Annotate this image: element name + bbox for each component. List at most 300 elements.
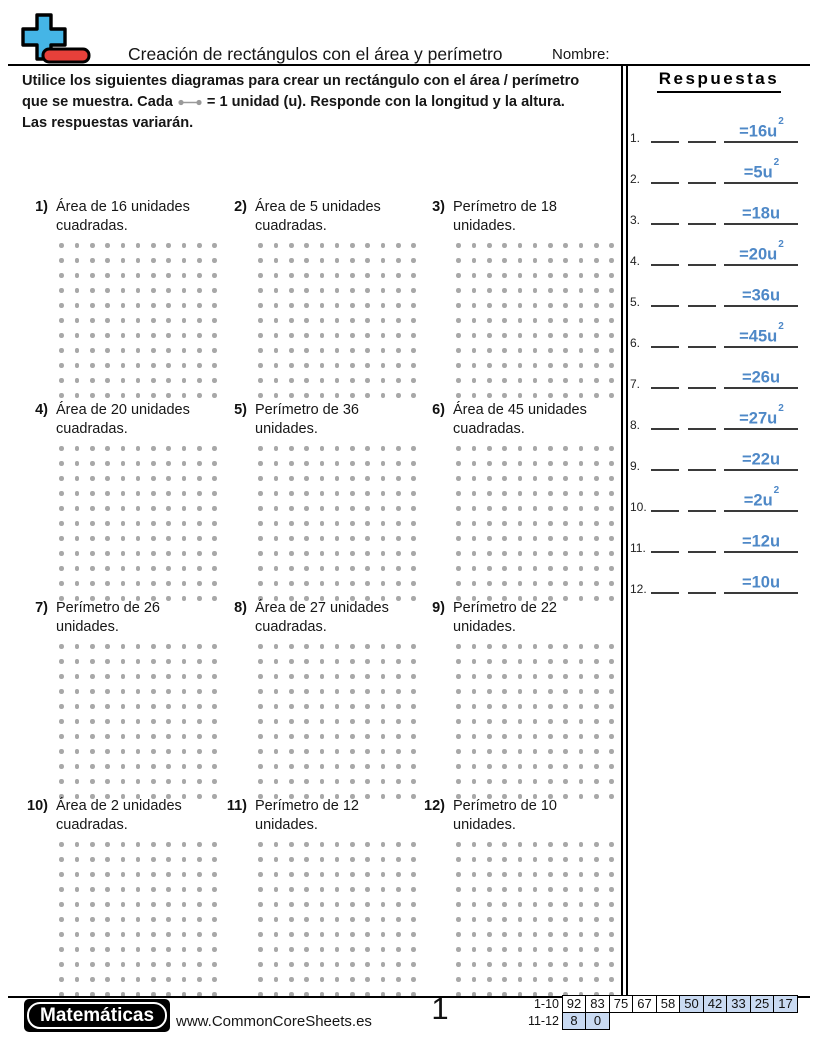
grid-dot — [146, 343, 161, 358]
grid-dot — [451, 456, 466, 471]
answer-length-blank[interactable] — [651, 215, 679, 225]
grid-dot — [604, 852, 619, 867]
grid-dot — [253, 313, 268, 328]
grid-dot — [451, 669, 466, 684]
grid-dot — [604, 313, 619, 328]
grid-dot — [176, 328, 191, 343]
grid-dot — [69, 867, 84, 882]
grid-dot — [329, 852, 344, 867]
dot-grid[interactable] — [451, 441, 620, 606]
grid-dot — [161, 486, 176, 501]
grid-dot — [207, 684, 222, 699]
answers-divider — [621, 65, 628, 996]
answer-length-blank[interactable] — [651, 543, 679, 553]
grid-dot — [451, 358, 466, 373]
grid-dot — [268, 759, 283, 774]
dot-grid[interactable] — [54, 639, 223, 804]
problem-number: 1) — [35, 199, 48, 215]
grid-dot — [589, 283, 604, 298]
grid-dot — [604, 471, 619, 486]
grid-dot — [466, 729, 481, 744]
answer-height-blank[interactable] — [688, 420, 716, 430]
grid-dot — [375, 486, 390, 501]
grid-dot — [253, 456, 268, 471]
dot-grid[interactable] — [253, 639, 422, 804]
grid-dot — [207, 486, 222, 501]
grid-dot — [85, 882, 100, 897]
grid-dot — [589, 897, 604, 912]
grid-dot — [207, 328, 222, 343]
grid-dot — [314, 313, 329, 328]
grid-dot — [497, 456, 512, 471]
grid-dot — [573, 456, 588, 471]
grid-dot — [558, 654, 573, 669]
instructions-line2-post: = 1 unidad (u). Responde con la longitud y la altura. — [206, 94, 565, 110]
grid-dot — [391, 744, 406, 759]
brand-logo-icon — [14, 13, 94, 64]
grid-dot — [466, 576, 481, 591]
answer-length-blank[interactable] — [651, 338, 679, 348]
grid-dot — [161, 669, 176, 684]
grid-dot — [604, 837, 619, 852]
problem-head — [221, 198, 419, 236]
grid-dot — [54, 684, 69, 699]
grid-dot — [176, 471, 191, 486]
grid-dot — [573, 373, 588, 388]
grid-dot — [558, 516, 573, 531]
grid-dot — [207, 441, 222, 456]
grid-dot — [207, 531, 222, 546]
grid-dot — [130, 343, 145, 358]
dot-grid[interactable] — [54, 837, 223, 1002]
answer-height-blank[interactable] — [688, 297, 716, 307]
answer-value-line — [724, 402, 798, 430]
grid-dot — [85, 373, 100, 388]
answer-height-blank[interactable] — [688, 215, 716, 225]
answer-height-blank[interactable] — [688, 543, 716, 553]
grid-dot — [391, 774, 406, 789]
grid-dot — [375, 441, 390, 456]
grid-dot — [69, 298, 84, 313]
grid-dot — [161, 576, 176, 591]
grid-dot — [375, 456, 390, 471]
grid-dot — [176, 744, 191, 759]
grid-dot — [543, 328, 558, 343]
grid-dot — [69, 501, 84, 516]
grid-dot — [604, 972, 619, 987]
grid-dot — [345, 358, 360, 373]
grid-dot — [207, 373, 222, 388]
problem-text: Perímetro de 18 unidades. — [453, 199, 557, 234]
grid-dot — [207, 837, 222, 852]
grid-dot — [482, 639, 497, 654]
grid-dot — [512, 882, 527, 897]
grid-dot — [69, 441, 84, 456]
answer-superscript: 2 — [773, 156, 780, 168]
grid-dot — [451, 639, 466, 654]
dot-grid[interactable] — [253, 238, 422, 403]
dot-grid[interactable] — [54, 238, 223, 403]
grid-dot — [192, 358, 207, 373]
grid-dot — [130, 759, 145, 774]
dot-grid[interactable] — [451, 238, 620, 403]
grid-dot — [268, 837, 283, 852]
grid-dot — [451, 852, 466, 867]
grid-dot — [573, 253, 588, 268]
grid-dot — [85, 313, 100, 328]
grid-dot — [54, 441, 69, 456]
answer-length-blank[interactable] — [651, 297, 679, 307]
grid-dot — [130, 639, 145, 654]
grid-dot — [512, 358, 527, 373]
grid-dot — [345, 471, 360, 486]
dot-grid[interactable] — [253, 837, 422, 1002]
grid-dot — [345, 576, 360, 591]
grid-dot — [146, 699, 161, 714]
answer-row — [628, 517, 814, 557]
grid-dot — [314, 774, 329, 789]
grid-dot — [69, 699, 84, 714]
grid-dot — [543, 546, 558, 561]
problem-text: Área de 45 unidades cuadradas. — [453, 402, 587, 437]
grid-dot — [329, 486, 344, 501]
grid-dot — [573, 684, 588, 699]
grid-dot — [527, 882, 542, 897]
grid-dot — [299, 669, 314, 684]
grid-dot — [375, 639, 390, 654]
grid-dot — [451, 912, 466, 927]
answer-length-blank[interactable] — [651, 502, 679, 512]
grid-dot — [130, 837, 145, 852]
grid-dot — [451, 972, 466, 987]
grid-dot — [451, 343, 466, 358]
answer-row — [628, 558, 814, 598]
grid-dot — [329, 238, 344, 253]
grid-dot — [100, 837, 115, 852]
grid-dot — [69, 486, 84, 501]
grid-dot — [176, 639, 191, 654]
grid-dot — [527, 283, 542, 298]
grid-dot — [375, 238, 390, 253]
answer-height-blank[interactable] — [688, 461, 716, 471]
answer-height-blank[interactable] — [688, 584, 716, 594]
grid-dot — [543, 957, 558, 972]
grid-dot — [558, 576, 573, 591]
grid-dot — [314, 987, 329, 1002]
grid-dot — [69, 576, 84, 591]
grid-dot — [69, 373, 84, 388]
grid-dot — [573, 238, 588, 253]
grid-dot — [345, 729, 360, 744]
grid-dot — [512, 852, 527, 867]
grid-dot — [85, 759, 100, 774]
dot-grid[interactable] — [253, 441, 422, 606]
grid-dot — [573, 729, 588, 744]
grid-dot — [573, 328, 588, 343]
grid-dot — [375, 942, 390, 957]
grid-dot — [329, 669, 344, 684]
answer-number: 7. — [630, 377, 641, 391]
grid-dot — [146, 441, 161, 456]
grid-dot — [192, 283, 207, 298]
dot-grid[interactable] — [54, 441, 223, 606]
grid-dot — [573, 486, 588, 501]
problem-head — [221, 797, 419, 835]
grid-dot — [299, 456, 314, 471]
grid-dot — [100, 546, 115, 561]
grid-dot — [466, 238, 481, 253]
grid-dot — [69, 744, 84, 759]
answer-value-line — [724, 320, 798, 348]
grid-dot — [253, 639, 268, 654]
grid-dot — [329, 759, 344, 774]
website-text: www.CommonCoreSheets.es — [176, 1013, 372, 1030]
grid-dot — [268, 328, 283, 343]
grid-dot — [589, 298, 604, 313]
problem-cell — [419, 198, 617, 403]
problem-head — [419, 599, 617, 637]
grid-dot — [314, 501, 329, 516]
answer-row — [628, 394, 814, 434]
grid-dot — [345, 373, 360, 388]
grid-dot — [253, 471, 268, 486]
grid-dot — [329, 897, 344, 912]
answer-height-blank[interactable] — [688, 256, 716, 266]
grid-dot — [466, 373, 481, 388]
grid-dot — [268, 987, 283, 1002]
grid-dot — [497, 486, 512, 501]
grid-dot — [130, 456, 145, 471]
grid-dot — [253, 714, 268, 729]
grid-dot — [512, 531, 527, 546]
answer-height-blank[interactable] — [688, 174, 716, 184]
grid-dot — [497, 471, 512, 486]
grid-dot — [54, 882, 69, 897]
answer-value-line — [724, 450, 798, 471]
grid-dot — [115, 927, 130, 942]
grid-dot — [482, 927, 497, 942]
grid-dot — [130, 912, 145, 927]
problem-number: 8) — [234, 600, 247, 616]
grid-dot — [466, 837, 481, 852]
grid-dot — [314, 669, 329, 684]
grid-dot — [329, 912, 344, 927]
grid-dot — [314, 373, 329, 388]
grid-dot — [299, 238, 314, 253]
grid-dot — [253, 759, 268, 774]
grid-dot — [497, 253, 512, 268]
grid-dot — [146, 516, 161, 531]
grid-dot — [512, 561, 527, 576]
grid-dot — [161, 774, 176, 789]
grid-dot — [299, 486, 314, 501]
grid-dot — [192, 927, 207, 942]
answer-length-blank[interactable] — [651, 256, 679, 266]
grid-dot — [360, 699, 375, 714]
grid-dot — [100, 313, 115, 328]
grid-dot — [589, 358, 604, 373]
grid-dot — [192, 987, 207, 1002]
grid-dot — [253, 897, 268, 912]
grid-dot — [451, 576, 466, 591]
grid-dot — [329, 328, 344, 343]
grid-dot — [391, 358, 406, 373]
grid-dot — [589, 882, 604, 897]
answer-row — [628, 230, 814, 270]
grid-dot — [391, 456, 406, 471]
grid-dot — [497, 283, 512, 298]
grid-dot — [69, 561, 84, 576]
grid-dot — [115, 343, 130, 358]
grid-dot — [284, 441, 299, 456]
grid-dot — [360, 486, 375, 501]
answer-length-blank[interactable] — [651, 174, 679, 184]
grid-dot — [284, 942, 299, 957]
grid-dot — [482, 238, 497, 253]
answer-value: =18u — [741, 204, 781, 222]
grid-dot — [604, 639, 619, 654]
problem-number: 7) — [35, 600, 48, 616]
grid-dot — [558, 471, 573, 486]
grid-dot — [146, 456, 161, 471]
grid-dot — [130, 328, 145, 343]
answer-height-blank[interactable] — [688, 502, 716, 512]
dot-grid[interactable] — [451, 837, 620, 1002]
grid-dot — [391, 927, 406, 942]
grid-dot — [375, 654, 390, 669]
grid-dot — [360, 882, 375, 897]
grid-dot — [146, 501, 161, 516]
grid-dot — [130, 516, 145, 531]
grid-dot — [115, 852, 130, 867]
grid-dot — [512, 684, 527, 699]
grid-dot — [268, 897, 283, 912]
grid-dot — [558, 669, 573, 684]
grid-dot — [54, 238, 69, 253]
grid-dot — [375, 744, 390, 759]
answer-length-blank[interactable] — [651, 133, 679, 143]
answer-length-blank[interactable] — [651, 420, 679, 430]
grid-dot — [391, 897, 406, 912]
grid-dot — [375, 253, 390, 268]
answer-height-blank[interactable] — [688, 338, 716, 348]
grid-dot — [543, 897, 558, 912]
grid-dot — [451, 684, 466, 699]
problem-text: Perímetro de 10 unidades. — [453, 798, 557, 833]
answer-height-blank[interactable] — [688, 133, 716, 143]
grid-dot — [451, 238, 466, 253]
grid-dot — [268, 516, 283, 531]
grid-dot — [115, 516, 130, 531]
grid-dot — [527, 456, 542, 471]
grid-dot — [100, 283, 115, 298]
grid-dot — [54, 654, 69, 669]
grid-dot — [543, 774, 558, 789]
grid-dot — [451, 516, 466, 531]
grid-dot — [573, 358, 588, 373]
grid-dot — [512, 283, 527, 298]
grid-dot — [54, 669, 69, 684]
grid-dot — [268, 283, 283, 298]
grid-dot — [360, 714, 375, 729]
grid-dot — [268, 912, 283, 927]
grid-dot — [253, 343, 268, 358]
grid-dot — [589, 456, 604, 471]
grid-dot — [314, 714, 329, 729]
grid-dot — [115, 471, 130, 486]
grid-dot — [85, 343, 100, 358]
grid-dot — [543, 654, 558, 669]
grid-dot — [161, 471, 176, 486]
grid-dot — [391, 238, 406, 253]
grid-dot — [527, 639, 542, 654]
grid-dot — [69, 313, 84, 328]
grid-dot — [54, 639, 69, 654]
grid-dot — [192, 531, 207, 546]
grid-dot — [268, 531, 283, 546]
grid-dot — [85, 972, 100, 987]
answer-value: =12u — [741, 532, 781, 550]
grid-dot — [299, 744, 314, 759]
grid-dot — [329, 531, 344, 546]
grid-dot — [314, 531, 329, 546]
grid-dot — [527, 942, 542, 957]
answer-length-blank[interactable] — [651, 461, 679, 471]
grid-dot — [543, 714, 558, 729]
grid-dot — [329, 373, 344, 388]
grid-dot — [604, 684, 619, 699]
grid-dot — [192, 729, 207, 744]
grid-dot — [299, 343, 314, 358]
grid-dot — [482, 867, 497, 882]
grid-dot — [527, 441, 542, 456]
answer-number: 6. — [630, 336, 641, 350]
grid-dot — [497, 744, 512, 759]
grid-dot — [360, 654, 375, 669]
grid-dot — [299, 927, 314, 942]
grid-dot — [345, 238, 360, 253]
grid-dot — [558, 852, 573, 867]
grid-dot — [146, 253, 161, 268]
grid-dot — [146, 546, 161, 561]
grid-dot — [558, 837, 573, 852]
answer-height-blank[interactable] — [688, 379, 716, 389]
grid-dot — [497, 531, 512, 546]
grid-dot — [192, 972, 207, 987]
grid-dot — [161, 714, 176, 729]
dot-grid[interactable] — [451, 639, 620, 804]
grid-dot — [497, 684, 512, 699]
grid-dot — [512, 486, 527, 501]
grid-dot — [146, 298, 161, 313]
score-table — [519, 995, 798, 1030]
grid-dot — [391, 714, 406, 729]
grid-dot — [482, 328, 497, 343]
grid-dot — [207, 268, 222, 283]
grid-dot — [451, 867, 466, 882]
answer-length-blank[interactable] — [651, 584, 679, 594]
grid-dot — [497, 699, 512, 714]
grid-dot — [482, 471, 497, 486]
answer-length-blank[interactable] — [651, 379, 679, 389]
grid-dot — [69, 546, 84, 561]
grid-dot — [527, 253, 542, 268]
grid-dot — [329, 957, 344, 972]
grid-dot — [115, 882, 130, 897]
answer-number: 5. — [630, 295, 641, 309]
grid-dot — [482, 441, 497, 456]
grid-dot — [299, 897, 314, 912]
